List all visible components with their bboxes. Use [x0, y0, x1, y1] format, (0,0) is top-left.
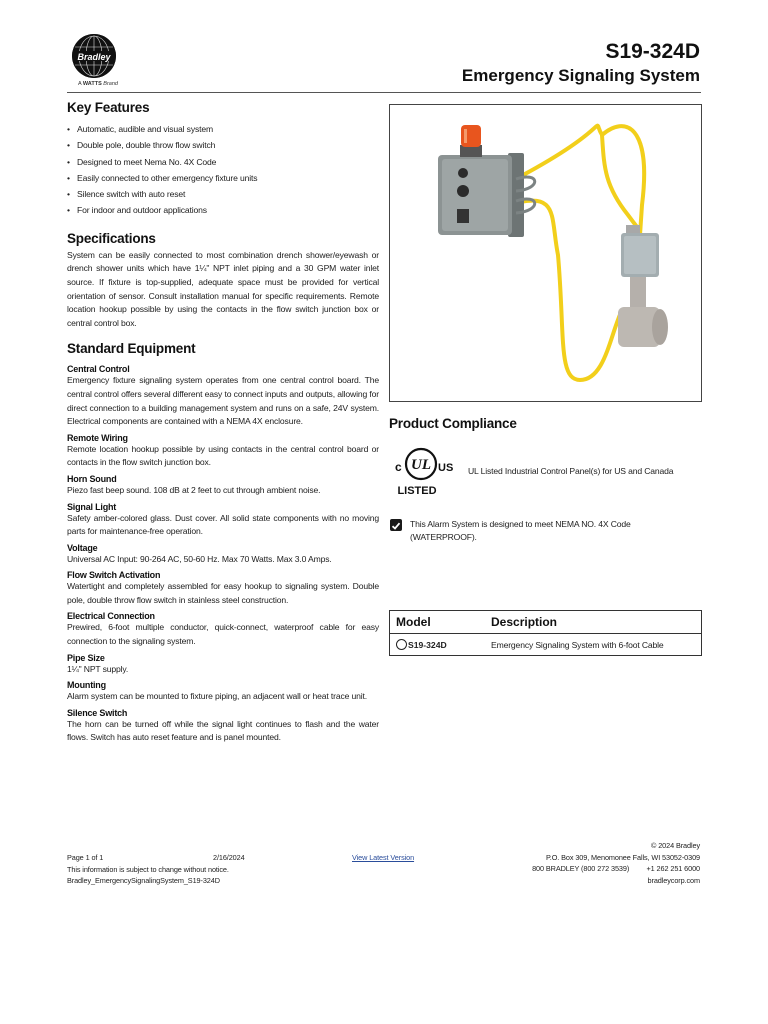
- equipment-title: Mounting: [67, 680, 106, 691]
- list-item: • Silence switch with auto reset: [67, 186, 379, 202]
- ul-listing-text: UL Listed Industrial Control Panel(s) for US and Canada: [468, 466, 674, 476]
- table-row[interactable]: [390, 634, 701, 655]
- list-item: • Double pole, double throw flow switch: [67, 137, 379, 153]
- footer-right: [532, 840, 700, 886]
- specifications-text: System can be easily connected to most combination drench shower/eyewash or drench shower units which have 1¼" NPT inlet piping and a 30 GPM water inlet source. If fixture is top-supplied, adequate space must be provided for vertical orientation of sensor. Consult installation manual for specific requirements. Remote location hookup possible by using the contacts in the flow switch junction box or central control box.: [67, 249, 379, 328]
- equipment-item-electrical-connection: [67, 611, 379, 648]
- document-filename: Bradley_EmergencySignalingSystem_S19-324D: [67, 876, 220, 885]
- equipment-text: Safety amber-colored glass. Dust cover. All solid state components with no moving parts for maintenance-free operation.: [67, 512, 379, 537]
- product-compliance-heading: Product Compliance: [389, 416, 517, 431]
- specifications-heading: Specifications: [67, 230, 156, 246]
- phone-numbers: 800 BRADLEY (800 272 3539) +1 262 251 6000: [532, 864, 700, 873]
- website: bradleycorp.com: [647, 875, 700, 885]
- equipment-title: Pipe Size: [67, 652, 105, 663]
- equipment-item-flow-switch: [67, 570, 379, 607]
- equipment-text: Prewired, 6-foot multiple conductor, quick-connect, waterproof cable for easy connection to the signaling system.: [67, 622, 379, 647]
- equipment-title: Signal Light: [67, 501, 117, 512]
- equipment-text: 1¼" NPT supply.: [67, 663, 129, 674]
- view-latest-version-link[interactable]: View Latest Version: [352, 853, 415, 862]
- list-item: • For indoor and outdoor applications: [67, 202, 379, 218]
- column-header-model: Model: [396, 615, 431, 629]
- mailing-address: P.O. Box 309, Menomonee Falls, WI 53052-0309: [545, 852, 700, 862]
- description-cell: Emergency Signaling System with 6-foot Cable: [491, 640, 664, 650]
- equipment-item-mounting: [67, 680, 379, 704]
- standard-equipment-heading: Standard Equipment: [67, 341, 196, 357]
- page-number: Page 1 of 1: [67, 853, 104, 862]
- key-features-list: [67, 121, 379, 219]
- checkmark-icon: [390, 519, 402, 531]
- equipment-text: The horn can be turned off while the signal light continues to flash and the water flows. Switch has auto reset feature and is panel mounted.: [67, 718, 379, 743]
- equipment-text: Alarm system can be mounted to fixture piping, an adjacent wall or heat trace unit.: [67, 691, 367, 702]
- equipment-title: Voltage: [67, 542, 98, 553]
- equipment-item-central-control: [67, 364, 379, 428]
- table-header: [390, 611, 701, 634]
- change-notice: This information is subject to change without notice.: [67, 864, 229, 874]
- model-table: [389, 610, 702, 656]
- equipment-text: Piezo fast beep sound. 108 dB at 2 feet to cut through ambient noise.: [67, 484, 321, 495]
- product-image: [389, 104, 702, 402]
- equipment-title: Flow Switch Activation: [67, 570, 161, 581]
- equipment-title: Central Control: [67, 364, 130, 375]
- equipment-item-voltage: [67, 543, 379, 567]
- list-item: • Designed to meet Nema No. 4X Code: [67, 154, 379, 170]
- equipment-item-horn-sound: [67, 474, 379, 498]
- equipment-title: Remote Wiring: [67, 432, 128, 443]
- svg-text:US: US: [438, 462, 454, 474]
- left-column: [67, 100, 379, 745]
- equipment-item-remote-wiring: [67, 433, 379, 470]
- equipment-text: Universal AC Input: 90-264 AC, 50-60 Hz. Max 70 Watts. Max 3.0 Amps.: [67, 553, 332, 564]
- footer-date: 2/16/2024: [213, 853, 245, 862]
- footer-left: [67, 852, 229, 887]
- column-header-description: Description: [491, 615, 558, 629]
- ul-listed-mark: [389, 446, 459, 500]
- nema-compliance-text: This Alarm System is designed to meet NEMA NO. 4X Code (WATERPROOF).: [410, 519, 631, 542]
- list-item: • Automatic, audible and visual system: [67, 121, 379, 137]
- model-number-title: S19-324D: [605, 40, 700, 63]
- equipment-text: Remote location hookup possible by using contacts in the central control board or contacts in the flow switch junction box.: [67, 443, 379, 468]
- copyright: © 2024 Bradley: [650, 841, 700, 850]
- equipment-title: Electrical Connection: [67, 611, 155, 622]
- model-cell: S19-324D: [408, 640, 447, 650]
- equipment-text: Emergency fixture signaling system operates from one central control board. The central control offers several different easy to connect inputs and outputs, allowing for direct connection to a building management system and runs on a safe, 24V system. Electrical components are contained with a NEMA 4X enclosure.: [67, 375, 379, 427]
- logo-wordmark: Bradley: [77, 52, 111, 62]
- signaling-system-illustration: [390, 105, 701, 401]
- header-divider: [67, 92, 701, 93]
- ul-logo-icon: [389, 446, 459, 500]
- equipment-item-silence-switch: [67, 708, 379, 745]
- key-features-heading: Key Features: [67, 100, 150, 115]
- equipment-item-pipe-size: [67, 653, 379, 677]
- model-select-radio[interactable]: [396, 639, 407, 650]
- brand-tagline: A WATTS Brand: [78, 81, 118, 87]
- svg-text:LISTED: LISTED: [397, 485, 437, 497]
- equipment-item-signal-light: [67, 502, 379, 539]
- equipment-title: Horn Sound: [67, 473, 117, 484]
- equipment-title: Silence Switch: [67, 707, 128, 718]
- equipment-text: Watertight and completely assembled for easy hookup to signaling system. Double pole, double throw flow switch in stainless steel construction.: [67, 581, 379, 605]
- svg-text:UL: UL: [411, 457, 431, 473]
- svg-text:c: c: [395, 460, 402, 474]
- product-title: Emergency Signaling System: [461, 66, 700, 85]
- list-item: • Easily connected to other emergency fixture units: [67, 170, 379, 186]
